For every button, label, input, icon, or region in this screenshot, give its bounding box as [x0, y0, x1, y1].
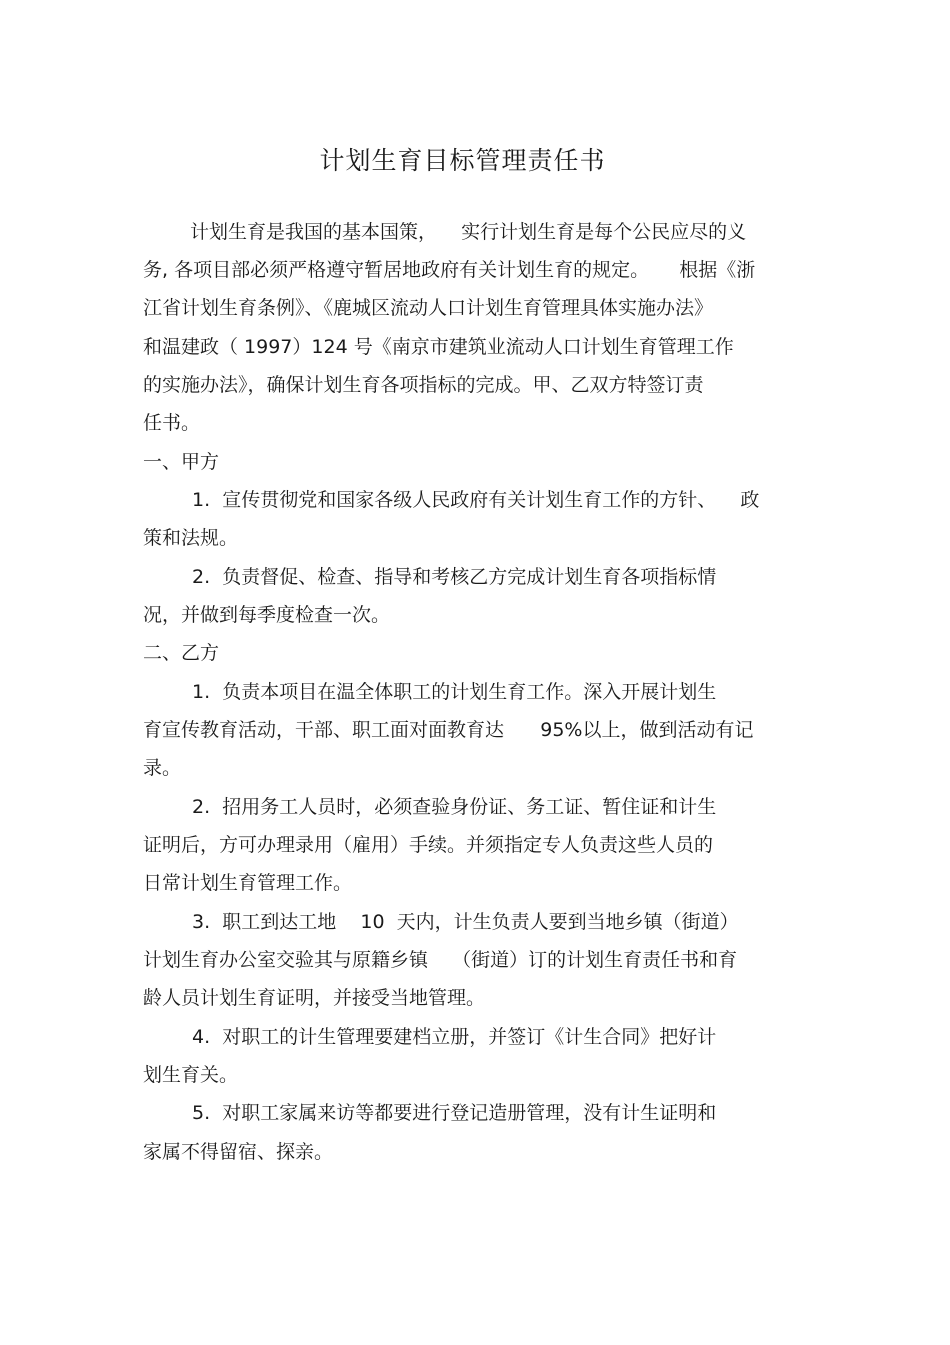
list-item-line: 1. 宣传贯彻党和国家各级人民政府有关计划生育工作的方针、 政	[192, 489, 760, 511]
list-item-line: 日常计划生育管理工作。	[143, 872, 353, 894]
list-item-line: 3. 职工到达工地 10 天内，计生负责人要到当地乡镇（街道）	[192, 911, 739, 933]
list-item-line: 5. 对职工家属来访等都要进行登记造册管理，没有计生证明和	[192, 1102, 717, 1124]
list-item-line: 划生育关。	[143, 1064, 239, 1086]
paragraph-line: 江省计划生育条例》、《鹿城区流动人口计划生育管理具体实施办法》	[143, 297, 714, 319]
list-item-line: 况，并做到每季度检查一次。	[143, 604, 391, 626]
section-heading-party-b: 二、乙方	[143, 642, 220, 664]
paragraph-line: 的实施办法》，确保计划生育各项指标的完成。甲、乙双方特签订责	[143, 374, 704, 396]
list-item-line: 龄人员计划生育证明，并接受当地管理。	[143, 987, 486, 1009]
section-heading-party-a: 一、甲方	[143, 451, 220, 473]
paragraph-line: 务, 各项目部必须严格遵守暂居地政府有关计划生育的规定。 根据《浙	[143, 259, 756, 281]
list-item-line: 证明后，方可办理录用（雇用）手续。并须指定专人负责这些人员的	[143, 834, 714, 856]
list-item-line: 家属不得留宿、探亲。	[143, 1141, 334, 1163]
list-item-line: 2. 招用务工人员时，必须查验身份证、务工证、暂住证和计生	[192, 796, 717, 818]
list-item-line: 1. 负责本项目在温全体职工的计划生育工作。深入开展计划生	[192, 681, 717, 703]
paragraph-line: 计划生育是我国的基本国策， 实行计划生育是每个公民应尽的义	[190, 221, 747, 243]
list-item-line: 2. 负责督促、检查、指导和考核乙方完成计划生育各项指标情	[192, 566, 717, 588]
document-title: 计划生育目标管理责任书	[319, 146, 606, 175]
paragraph-line: 和温建政（ 1997）124 号《南京市建筑业流动人口计划生育管理工作	[143, 336, 734, 358]
list-item-line: 计划生育办公室交验其与原籍乡镇 （街道）订的计划生育责任书和育	[143, 949, 738, 971]
list-item-line: 录。	[143, 757, 182, 779]
list-item-line: 策和法规。	[143, 527, 239, 549]
list-item-line: 4. 对职工的计生管理要建档立册，并签订《计生合同》把好计	[192, 1026, 717, 1048]
paragraph-line: 任书。	[143, 412, 201, 434]
list-item-line: 育宣传教育活动，干部、职工面对面教育达 95%以上，做到活动有记	[143, 719, 754, 741]
